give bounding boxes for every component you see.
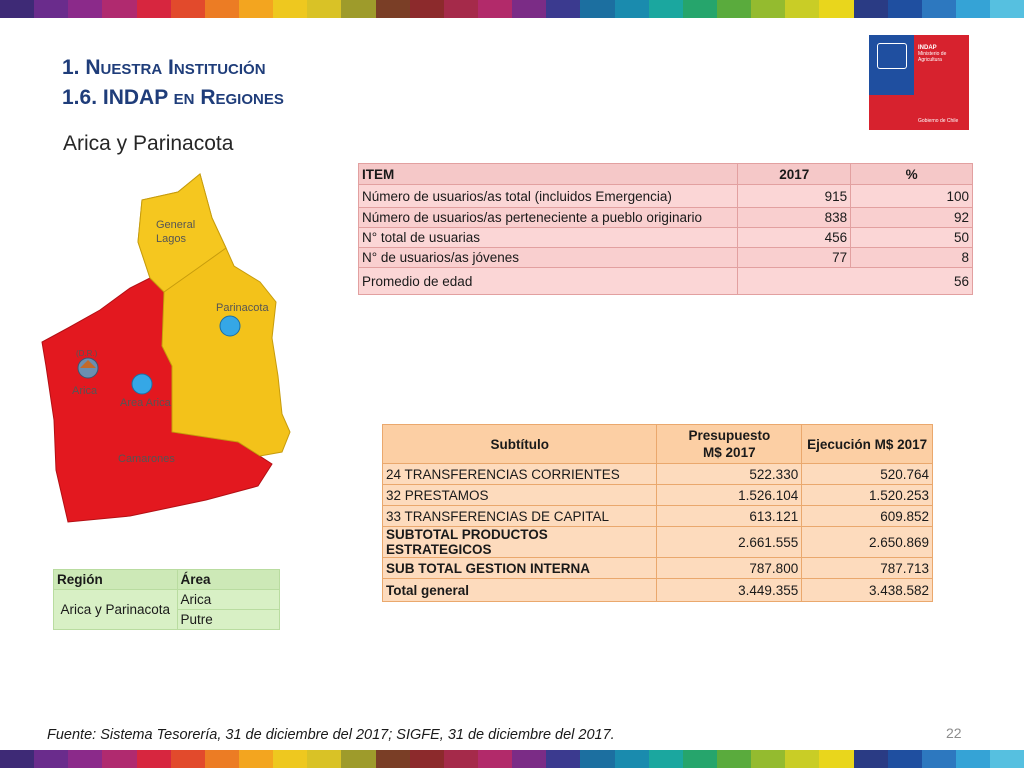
stripe-segment: [922, 750, 956, 768]
stripe-segment: [307, 0, 341, 18]
stripe-segment: [137, 0, 171, 18]
stripe-segment: [990, 0, 1024, 18]
stripe-segment: [717, 0, 751, 18]
stripe-segment: [649, 0, 683, 18]
map-label-general-lagos-2: Lagos: [156, 233, 186, 245]
stripe-segment: [410, 0, 444, 18]
table-row: Arica y Parinacota Arica: [54, 590, 280, 610]
stripe-segment: [341, 0, 375, 18]
stripe-segment: [785, 0, 819, 18]
stripe-segment: [580, 0, 614, 18]
stripe-segment: [751, 750, 785, 768]
stripe-segment: [888, 0, 922, 18]
stripe-segment: [819, 750, 853, 768]
stripe-segment: [444, 0, 478, 18]
budget-table-header: Subtítulo Presupuesto M$ 2017 Ejecución M$ 2017: [383, 425, 933, 464]
region-subtitle: Arica y Parinacota: [63, 132, 234, 155]
stripe-segment: [410, 750, 444, 768]
source-note: Fuente: Sistema Tesorería, 31 de diciembre del 2017; SIGFE, 31 de diciembre del 2017.: [47, 727, 615, 743]
region-table-header: Región Área: [54, 570, 280, 590]
stripe-segment: [956, 0, 990, 18]
stripe-segment: [205, 0, 239, 18]
table-row: N° de usuarios/as jóvenes 77 8: [359, 248, 973, 268]
stripe-segment: [615, 750, 649, 768]
stripe-segment: [68, 750, 102, 768]
stripe-segment: [444, 750, 478, 768]
stripe-segment: [683, 0, 717, 18]
stripe-segment: [34, 750, 68, 768]
stripe-segment: [239, 750, 273, 768]
stripe-segment: [273, 0, 307, 18]
indap-logo: INDAP Ministerio de Agricultura Gobierno de Chile: [869, 35, 969, 130]
stripe-segment: [68, 0, 102, 18]
stripe-segment: [307, 750, 341, 768]
stripe-segment: [990, 750, 1024, 768]
stripe-segment: [546, 750, 580, 768]
stripe-segment: [546, 0, 580, 18]
map-label-arica: Arica: [72, 385, 98, 397]
map-marker-area-arica: [132, 374, 152, 394]
table-row: 32 PRESTAMOS 1.526.104 1.520.253: [383, 485, 933, 506]
stripe-segment: [615, 0, 649, 18]
bottom-color-stripe: [0, 750, 1024, 768]
stripe-segment: [478, 750, 512, 768]
stripe-segment: [956, 750, 990, 768]
stripe-segment: [0, 750, 34, 768]
stripe-segment: [341, 750, 375, 768]
table-row-total: Total general 3.449.355 3.438.582: [383, 579, 933, 602]
stripe-segment: [649, 750, 683, 768]
table-row: N° total de usuarias 456 50: [359, 228, 973, 248]
table-row: 24 TRANSFERENCIAS CORRIENTES 522.330 520.764: [383, 464, 933, 485]
map-label-dr: (D.R.): [76, 349, 98, 358]
users-table-header: ITEM 2017 %: [359, 164, 973, 185]
table-row: Número de usuarios/as perteneciente a pueblo originario 838 92: [359, 208, 973, 228]
map-label-area-arica: Area Arica: [120, 397, 171, 409]
stripe-segment: [888, 750, 922, 768]
map-label-general-lagos-1: General: [156, 219, 196, 231]
stripe-segment: [376, 0, 410, 18]
stripe-segment: [785, 750, 819, 768]
table-row: Número de usuarios/as total (incluidos Emergencia) 915 100: [359, 185, 973, 208]
stripe-segment: [512, 750, 546, 768]
stripe-segment: [854, 0, 888, 18]
subsection-title: 1.6. INDAP en Regiones: [62, 86, 284, 109]
stripe-segment: [205, 750, 239, 768]
coat-of-arms-icon: [877, 43, 907, 69]
stripe-segment: [102, 0, 136, 18]
stripe-segment: [478, 0, 512, 18]
table-row-average-age: Promedio de edad 56: [359, 268, 973, 295]
stripe-segment: [580, 750, 614, 768]
page-number: 22: [946, 725, 962, 741]
stripe-segment: [239, 0, 273, 18]
stripe-segment: [819, 0, 853, 18]
stripe-segment: [171, 0, 205, 18]
stripe-segment: [34, 0, 68, 18]
table-row-subtotal-internal: SUB TOTAL GESTION INTERNA 787.800 787.713: [383, 558, 933, 579]
stripe-segment: [512, 0, 546, 18]
stripe-segment: [102, 750, 136, 768]
stripe-segment: [683, 750, 717, 768]
top-color-stripe: [0, 0, 1024, 18]
stripe-segment: [717, 750, 751, 768]
stripe-segment: [922, 0, 956, 18]
stripe-segment: [273, 750, 307, 768]
stripe-segment: [751, 0, 785, 18]
map-label-parinacota: Parinacota: [216, 302, 269, 314]
users-table: [358, 163, 973, 295]
stripe-segment: [137, 750, 171, 768]
stripe-segment: [171, 750, 205, 768]
stripe-segment: [854, 750, 888, 768]
stripe-segment: [376, 750, 410, 768]
section-title: 1. Nuestra Institución: [62, 56, 266, 79]
map-label-camarones: Camarones: [118, 453, 175, 465]
stripe-segment: [0, 0, 34, 18]
table-row-subtotal-strategic: SUBTOTAL PRODUCTOS ESTRATEGICOS 2.661.555 2.650.869: [383, 527, 933, 558]
region-table: [53, 569, 280, 630]
table-row: 33 TRANSFERENCIAS DE CAPITAL 613.121 609.852: [383, 506, 933, 527]
budget-table: [382, 424, 933, 602]
region-map: [38, 170, 308, 530]
table-row: Putre: [54, 610, 280, 630]
map-marker-parinacota: [220, 316, 240, 336]
